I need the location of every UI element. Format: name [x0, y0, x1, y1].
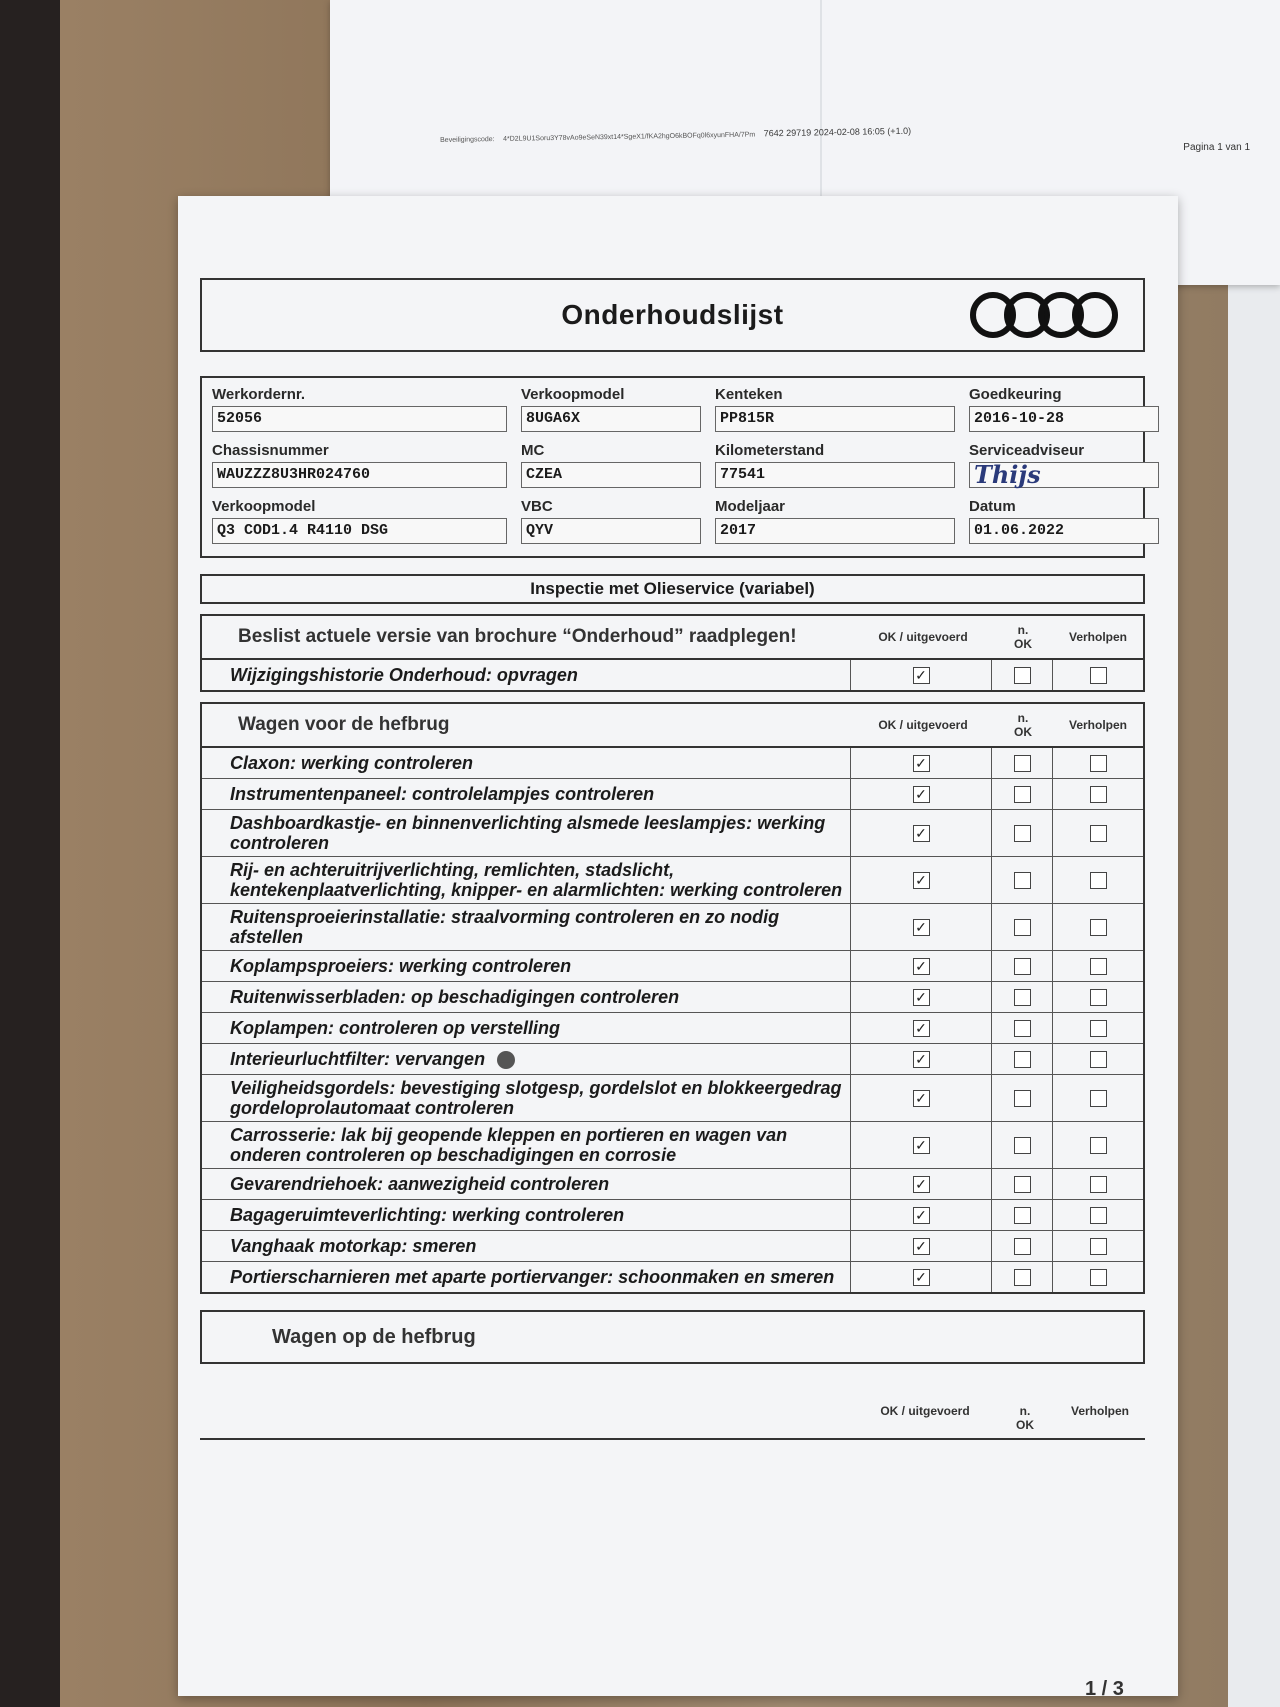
task-text: Carrosserie: lak bij geopende kleppen en portieren en wagen van onderen controleren op beschadigingen en corrosie — [230, 1125, 788, 1165]
task-text: Koplampen: controleren op verstelling — [230, 1018, 561, 1038]
checkbox-not-ok-cell — [991, 1200, 1052, 1230]
checkbox-ok[interactable]: ✓ — [913, 1051, 930, 1068]
form-title: Onderhoudslijst — [561, 299, 784, 330]
task-label — [202, 984, 850, 1010]
security-code: 4*D2L9U1Soru3Y78vAo9eSeN39xt14*SgeX1/fKA2hgO6kBOFq0l6xyunFHA/7Pm — [503, 131, 756, 143]
section-on-lift-title: Wagen op de hefbrug — [200, 1310, 1145, 1364]
column-fixed: Verholpen — [1068, 718, 1127, 732]
checkbox-not-ok[interactable] — [1014, 1137, 1031, 1154]
checkbox-not-ok[interactable] — [1014, 667, 1031, 684]
checkbox-not-ok-cell — [991, 810, 1052, 856]
checkbox-ok[interactable]: ✓ — [913, 1137, 930, 1154]
replace-marker-icon — [497, 1051, 515, 1069]
checkbox-fixed-cell — [1052, 857, 1143, 903]
checkbox-not-ok[interactable] — [1014, 1238, 1031, 1255]
checkbox-not-ok[interactable] — [1014, 1020, 1031, 1037]
column-ok: OK / uitgevoerd — [880, 1404, 970, 1418]
checklist-row — [202, 982, 1143, 1013]
column-not-ok-top: n. — [1017, 623, 1029, 637]
four-rings-logo — [965, 289, 1125, 341]
checkbox-not-ok-cell — [991, 1231, 1052, 1261]
task-text: Claxon: werking controleren — [230, 753, 474, 773]
info-field — [715, 442, 955, 488]
task-text: Portierscharnieren met aparte portiervanger: schoonmaken en smeren — [230, 1267, 835, 1287]
checkbox-ok[interactable]: ✓ — [913, 1207, 930, 1224]
checkbox-fixed-cell — [1052, 1262, 1143, 1292]
checkbox-not-ok[interactable] — [1014, 872, 1031, 889]
checkbox-fixed[interactable] — [1090, 786, 1107, 803]
checkbox-fixed[interactable] — [1090, 825, 1107, 842]
checkbox-fixed[interactable] — [1090, 919, 1107, 936]
task-label — [202, 904, 850, 950]
task-text: Rij- en achteruitrijverlichting, remlichten, stadslicht, kentekenplaatverlichting, knipper- en alarmlichten: werking controleren — [230, 860, 843, 900]
checkbox-not-ok[interactable] — [1014, 786, 1031, 803]
task-text: Koplampsproeiers: werking controleren — [230, 956, 572, 976]
checkbox-ok-cell — [850, 810, 991, 856]
checkbox-ok-cell — [850, 1044, 991, 1074]
checkbox-ok-cell — [850, 1075, 991, 1121]
task-label — [202, 857, 850, 903]
checkbox-fixed-cell — [1052, 660, 1143, 690]
maintenance-form — [200, 278, 1145, 1440]
task-label — [202, 1015, 850, 1041]
task-label — [202, 1233, 850, 1259]
checkbox-ok[interactable]: ✓ — [913, 989, 930, 1006]
footer-columns — [200, 1404, 1145, 1440]
checklist-row — [202, 1044, 1143, 1075]
inspection-title: Inspectie met Olieservice (variabel) — [200, 574, 1145, 604]
title-box — [200, 278, 1145, 352]
checkbox-ok-cell — [850, 1200, 991, 1230]
checkbox-ok[interactable]: ✓ — [913, 667, 930, 684]
checkbox-not-ok[interactable] — [1014, 1090, 1031, 1107]
checkbox-fixed[interactable] — [1090, 1020, 1107, 1037]
column-not-ok — [993, 711, 1053, 739]
document-ref: 7642 29719 — [763, 127, 812, 139]
checkbox-fixed-cell — [1052, 982, 1143, 1012]
checkbox-not-ok[interactable] — [1014, 1207, 1031, 1224]
checkbox-ok-cell — [850, 904, 991, 950]
checkbox-fixed-cell — [1052, 1122, 1143, 1168]
task-text: Ruitensproeierinstallatie: straalvorming controleren en zo nodig afstellen — [230, 907, 780, 947]
checkbox-not-ok-cell — [991, 1262, 1052, 1292]
section-header — [202, 616, 1143, 660]
task-label — [202, 1202, 850, 1228]
checkbox-ok[interactable]: ✓ — [913, 872, 930, 889]
task-label — [202, 662, 850, 688]
page-indicator: Pagina 1 van 1 — [1183, 142, 1250, 153]
checkbox-fixed[interactable] — [1090, 1238, 1107, 1255]
column-fixed: Verholpen — [1068, 630, 1127, 644]
checkbox-not-ok[interactable] — [1014, 1176, 1031, 1193]
info-field — [521, 498, 701, 544]
checkbox-fixed[interactable] — [1090, 667, 1107, 684]
checkbox-not-ok[interactable] — [1014, 989, 1031, 1006]
background-dark-edge — [0, 0, 60, 1707]
info-field-value: 8UGA6X — [521, 406, 701, 432]
checkbox-ok[interactable]: ✓ — [913, 1176, 930, 1193]
checkbox-not-ok[interactable] — [1014, 825, 1031, 842]
task-text: Dashboardkastje- en binnenverlichting alsmede leeslampjes: werking controleren — [230, 813, 826, 853]
info-field-value: 2017 — [715, 518, 955, 544]
checkbox-ok[interactable]: ✓ — [913, 919, 930, 936]
checkbox-fixed-cell — [1052, 1013, 1143, 1043]
checkbox-ok-cell — [850, 857, 991, 903]
checklist-row — [202, 660, 1143, 690]
info-field-label: Verkoopmodel — [521, 386, 625, 403]
info-field-value: PP815R — [715, 406, 955, 432]
column-ok: OK / uitgevoerd — [878, 630, 968, 644]
checklist-row — [202, 904, 1143, 951]
checkbox-fixed-cell — [1052, 1169, 1143, 1199]
info-field — [969, 386, 1159, 432]
checkbox-fixed[interactable] — [1090, 1269, 1107, 1286]
info-field-value: 52056 — [212, 406, 507, 432]
info-field — [715, 498, 955, 544]
checkbox-fixed-cell — [1052, 951, 1143, 981]
checkbox-ok[interactable]: ✓ — [913, 1238, 930, 1255]
checklist-row — [202, 1075, 1143, 1122]
checkbox-not-ok-cell — [991, 857, 1052, 903]
section-header — [202, 704, 1143, 748]
task-text: Interieurluchtfilter: vervangen — [230, 1048, 486, 1069]
checkbox-fixed-cell — [1052, 748, 1143, 778]
checkbox-fixed-cell — [1052, 1200, 1143, 1230]
checkbox-ok-cell — [850, 951, 991, 981]
task-text: Bagageruimteverlichting: werking controleren — [230, 1205, 625, 1225]
checkbox-not-ok[interactable] — [1014, 755, 1031, 772]
section-title: Beslist actuele versie van brochure “Onderhoud” raadplegen! — [238, 626, 797, 647]
checkbox-not-ok[interactable] — [1014, 919, 1031, 936]
checkbox-fixed[interactable] — [1090, 1137, 1107, 1154]
section-title: Wagen voor de hefbrug — [238, 714, 450, 735]
info-field-value: 2016-10-28 — [969, 406, 1159, 432]
info-field-label: Verkoopmodel — [212, 498, 316, 515]
checklist-row — [202, 1231, 1143, 1262]
checkbox-fixed-cell — [1052, 1231, 1143, 1261]
section-front-of-lift — [200, 702, 1145, 1294]
checkbox-not-ok-cell — [991, 1075, 1052, 1121]
checkbox-ok-cell — [850, 982, 991, 1012]
checkbox-ok[interactable]: ✓ — [913, 1090, 930, 1107]
info-field-value: CZEA — [521, 462, 701, 488]
task-text: Vanghaak motorkap: smeren — [230, 1236, 477, 1256]
column-not-ok — [995, 1404, 1055, 1432]
side-paper — [1228, 260, 1280, 1707]
checkbox-ok[interactable]: ✓ — [913, 786, 930, 803]
info-field — [212, 498, 507, 544]
task-label — [202, 750, 850, 776]
checkbox-ok-cell — [850, 1013, 991, 1043]
checklist-row — [202, 779, 1143, 810]
checklist-row — [202, 951, 1143, 982]
info-field-value: QYV — [521, 518, 701, 544]
checkbox-ok-cell — [850, 1122, 991, 1168]
checkbox-not-ok[interactable] — [1014, 958, 1031, 975]
info-field-label: Serviceadviseur — [969, 442, 1085, 459]
info-field-value: 77541 — [715, 462, 955, 488]
checkbox-ok-cell — [850, 1262, 991, 1292]
task-text: Gevarendriehoek: aanwezigheid controleren — [230, 1174, 610, 1194]
task-text: Ruitenwisserbladen: op beschadigingen controleren — [230, 987, 680, 1007]
column-not-ok-bottom: OK — [1014, 637, 1032, 651]
checkbox-ok[interactable]: ✓ — [913, 755, 930, 772]
checkbox-fixed[interactable] — [1090, 989, 1107, 1006]
document-timestamp: 2024-02-08 16:05 (+1.0) — [813, 125, 912, 138]
checkbox-not-ok-cell — [991, 1169, 1052, 1199]
task-label — [202, 1075, 850, 1121]
info-field-value: 01.06.2022 — [969, 518, 1159, 544]
checkbox-ok-cell — [850, 779, 991, 809]
info-field — [521, 442, 701, 488]
info-field-label: Werkordernr. — [212, 386, 306, 403]
checkbox-not-ok-cell — [991, 660, 1052, 690]
task-label — [202, 953, 850, 979]
checkbox-not-ok[interactable] — [1014, 1269, 1031, 1286]
task-text: Veiligheidsgordels: bevestiging slotgesp, gordelslot en blokkeergedrag gordeloprolautomaat controleren — [230, 1078, 842, 1118]
checkbox-fixed[interactable] — [1090, 958, 1107, 975]
checkbox-fixed[interactable] — [1090, 872, 1107, 889]
checkbox-fixed-cell — [1052, 1044, 1143, 1074]
info-field — [715, 386, 955, 432]
column-fixed: Verholpen — [1070, 1404, 1129, 1418]
checkbox-ok-cell — [850, 748, 991, 778]
info-field — [212, 386, 507, 432]
checkbox-fixed[interactable] — [1090, 755, 1107, 772]
checkbox-ok[interactable]: ✓ — [913, 1269, 930, 1286]
checkbox-not-ok-cell — [991, 779, 1052, 809]
column-ok: OK / uitgevoerd — [878, 718, 968, 732]
checkbox-not-ok-cell — [991, 904, 1052, 950]
checkbox-fixed-cell — [1052, 1075, 1143, 1121]
info-field-label: VBC — [521, 498, 553, 515]
info-field-label: Kenteken — [715, 386, 783, 403]
checkbox-fixed[interactable] — [1090, 1051, 1107, 1068]
task-text: Instrumentenpaneel: controlelampjes controleren — [230, 784, 655, 804]
column-not-ok-bottom: OK — [1016, 1418, 1034, 1432]
task-label — [202, 1264, 850, 1290]
checkbox-ok-cell — [850, 1231, 991, 1261]
section-rows — [202, 748, 1143, 1292]
info-field-label: Datum — [969, 498, 1016, 515]
info-field-label: Chassisnummer — [212, 442, 329, 459]
checkbox-ok[interactable]: ✓ — [913, 1020, 930, 1037]
task-label — [202, 1171, 850, 1197]
info-field — [969, 498, 1159, 544]
checklist-row — [202, 1169, 1143, 1200]
checkbox-fixed-cell — [1052, 904, 1143, 950]
info-field-value: WAUZZZ8U3HR024760 — [212, 462, 507, 488]
vehicle-info — [200, 376, 1145, 558]
checkbox-not-ok-cell — [991, 1044, 1052, 1074]
checkbox-not-ok-cell — [991, 1013, 1052, 1043]
checkbox-not-ok-cell — [991, 951, 1052, 981]
task-label — [202, 1046, 850, 1072]
checkbox-fixed-cell — [1052, 779, 1143, 809]
checkbox-fixed-cell — [1052, 810, 1143, 856]
info-field-label: Modeljaar — [715, 498, 786, 515]
security-label: Beveiligingscode: — [440, 136, 495, 144]
checkbox-not-ok-cell — [991, 1122, 1052, 1168]
task-label — [202, 1122, 850, 1168]
info-field-label: Kilometerstand — [715, 442, 825, 459]
security-line — [440, 121, 1180, 144]
checkbox-fixed[interactable] — [1090, 1176, 1107, 1193]
checkbox-ok-cell — [850, 1169, 991, 1199]
column-not-ok — [993, 623, 1053, 651]
checkbox-not-ok-cell — [991, 982, 1052, 1012]
info-field-label: MC — [521, 442, 545, 459]
checklist-row — [202, 810, 1143, 857]
info-field — [212, 442, 507, 488]
checkbox-ok[interactable]: ✓ — [913, 825, 930, 842]
checklist-row — [202, 748, 1143, 779]
column-not-ok-top: n. — [1019, 1404, 1031, 1418]
checklist-row — [202, 1122, 1143, 1169]
checkbox-not-ok-cell — [991, 748, 1052, 778]
checklist-row — [202, 1262, 1143, 1292]
info-field — [969, 442, 1159, 488]
section-rows — [202, 660, 1143, 690]
checkbox-fixed[interactable] — [1090, 1207, 1107, 1224]
checklist-row — [202, 1013, 1143, 1044]
task-label — [202, 810, 850, 856]
section-brochure — [200, 614, 1145, 692]
page-number: 1 / 3 — [1085, 1678, 1124, 1700]
signature: Thijs — [969, 462, 1159, 488]
column-not-ok-top: n. — [1017, 711, 1029, 725]
checkbox-not-ok[interactable] — [1014, 1051, 1031, 1068]
checkbox-fixed[interactable] — [1090, 1090, 1107, 1107]
info-field-label: Goedkeuring — [969, 386, 1062, 403]
info-field-value: Q3 COD1.4 R4110 DSG — [212, 518, 507, 544]
task-label — [202, 781, 850, 807]
column-not-ok-bottom: OK — [1014, 725, 1032, 739]
info-field — [521, 386, 701, 432]
checkbox-ok-cell — [850, 660, 991, 690]
checklist-row — [202, 857, 1143, 904]
task-text: Wijzigingshistorie Onderhoud: opvragen — [230, 665, 578, 685]
checkbox-ok[interactable]: ✓ — [913, 958, 930, 975]
checklist-row — [202, 1200, 1143, 1231]
